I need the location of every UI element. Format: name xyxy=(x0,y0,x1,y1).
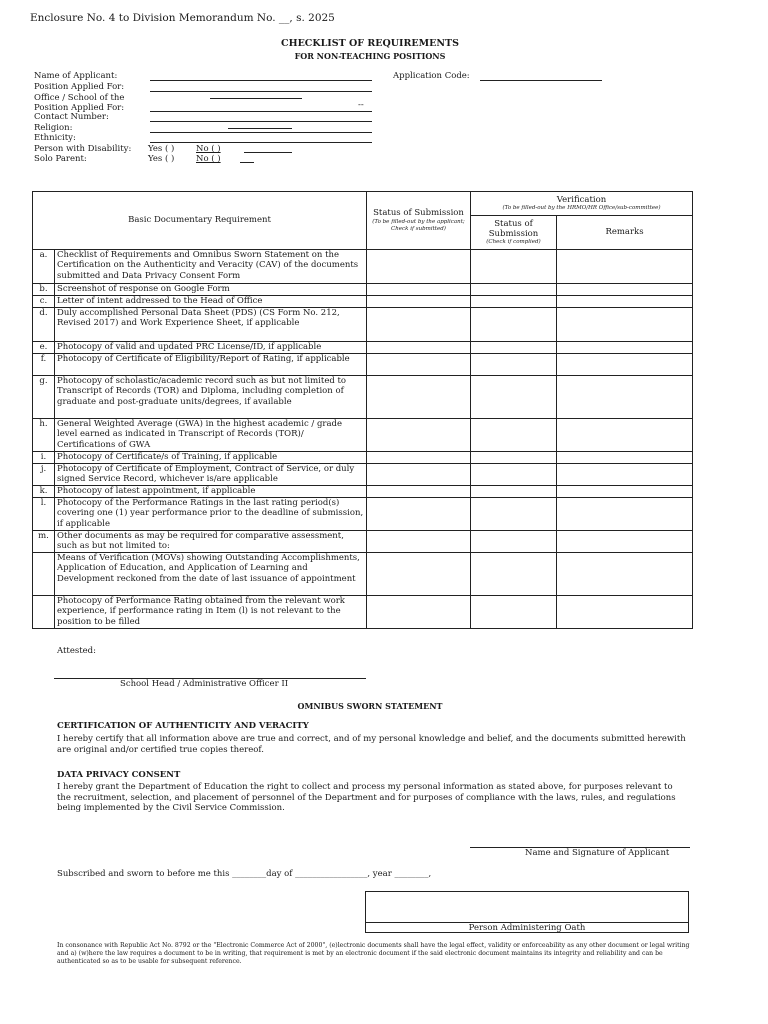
verification-checkbox-cell[interactable] xyxy=(471,376,557,419)
col-verification-header xyxy=(471,192,693,216)
status-checkbox-cell[interactable] xyxy=(367,486,471,498)
verification-checkbox-cell[interactable] xyxy=(471,531,557,553)
requirement-row xyxy=(33,284,693,296)
requirement-row xyxy=(33,498,693,531)
row-requirement-text: Photocopy of Certificate/s of Training, if applicable xyxy=(55,452,367,464)
religion-label: Religion: xyxy=(34,123,73,133)
solo-yes[interactable]: Yes ( ) xyxy=(148,154,175,164)
row-requirement-text: Duly accomplished Personal Data Sheet (PDS) (CS Form No. 212, Revised 2017) and Work Experience Sheet, if applicable xyxy=(55,308,367,342)
office-field[interactable] xyxy=(150,111,372,112)
verification-checkbox-cell[interactable] xyxy=(471,498,557,531)
row-requirement-text: Photocopy of the Performance Ratings in the last rating period(s) covering one (1) year performance prior to the deadline of submission, if applicable xyxy=(55,498,367,531)
page-subtitle: FOR NON-TEACHING POSITIONS xyxy=(294,51,446,61)
status-checkbox-cell[interactable] xyxy=(367,531,471,553)
row-letter: b. xyxy=(33,284,55,296)
requirement-row xyxy=(33,342,693,354)
col-verification-label: Verification xyxy=(556,194,607,205)
religion-field[interactable] xyxy=(150,132,372,133)
row-requirement-text: Checklist of Requirements and Omnibus Sworn Statement on the Certification on the Authenticity and Veracity (CAV) of the documents submitted and Data Privacy Consent Form xyxy=(55,250,367,284)
verification-checkbox-cell[interactable] xyxy=(471,464,557,486)
row-letter: d. xyxy=(33,308,55,342)
status-checkbox-cell[interactable] xyxy=(367,342,471,354)
status-checkbox-cell[interactable] xyxy=(367,376,471,419)
verification-checkbox-cell[interactable] xyxy=(471,342,557,354)
enclosure-header: Enclosure No. 4 to Division Memorandum No. __, s. 2025 xyxy=(30,12,335,24)
office-label-1: Office / School of the xyxy=(34,93,125,103)
requirement-row xyxy=(33,464,693,486)
requirement-row xyxy=(33,486,693,498)
office-label-2: Position Applied For: xyxy=(34,103,125,113)
page-title: CHECKLIST OF REQUIREMENTS xyxy=(281,38,459,49)
requirement-row xyxy=(33,596,693,629)
position-field[interactable] xyxy=(150,91,372,92)
remarks-cell[interactable] xyxy=(557,250,693,284)
attested-signatory: School Head / Administrative Officer II xyxy=(120,679,289,689)
remarks-cell[interactable] xyxy=(557,452,693,464)
verification-checkbox-cell[interactable] xyxy=(471,308,557,342)
row-letter: l. xyxy=(33,498,55,531)
col-status-header xyxy=(367,192,471,250)
cav-text: I hereby certify that all information above are true and correct, and of my personal knowledge and belief, and the documents submitted herewith are original and/or certified true copies thereof. xyxy=(57,734,686,755)
pwd-label: Person with Disability: xyxy=(34,144,132,154)
name-label: Name of Applicant: xyxy=(34,71,118,81)
attested-label: Attested: xyxy=(57,646,96,656)
pwd-line xyxy=(244,152,292,153)
status-checkbox-cell[interactable] xyxy=(367,452,471,464)
col-status-note: (To be filled-out by the applicant; Check if submitted) xyxy=(372,218,465,232)
row-requirement-text: Photocopy of Certificate of Eligibility/Report of Rating, if applicable xyxy=(55,354,367,376)
sworn-statement-line: Subscribed and sworn to before me this ________day of _________________, year ________, xyxy=(57,869,432,879)
status-checkbox-cell[interactable] xyxy=(367,308,471,342)
name-field[interactable] xyxy=(150,80,372,81)
oath-box[interactable] xyxy=(365,891,689,933)
row-requirement-text: Photocopy of Certificate of Employment, Contract of Service, or duly signed Service Record, whichever is/are applicable xyxy=(55,464,367,486)
status-checkbox-cell[interactable] xyxy=(367,354,471,376)
ethnicity-field[interactable] xyxy=(150,142,372,143)
row-letter: k. xyxy=(33,486,55,498)
office-mark: -- xyxy=(358,100,364,110)
col-ver-status-note: (Check if complied) xyxy=(486,239,541,246)
status-checkbox-cell[interactable] xyxy=(367,284,471,296)
pwd-no[interactable]: No ( ) xyxy=(196,144,221,154)
omnibus-title: OMNIBUS SWORN STATEMENT xyxy=(297,701,443,711)
remarks-cell[interactable] xyxy=(557,464,693,486)
requirement-row xyxy=(33,250,693,284)
row-letter: c. xyxy=(33,296,55,308)
col-ver-status-label: Status of Submission xyxy=(488,218,539,239)
remarks-cell[interactable] xyxy=(557,284,693,296)
solo-line xyxy=(240,162,254,163)
remarks-cell[interactable] xyxy=(557,342,693,354)
row-letter: j. xyxy=(33,464,55,486)
requirement-row xyxy=(33,452,693,464)
solo-no[interactable]: No ( ) xyxy=(196,154,221,164)
row-requirement-text: Photocopy of scholastic/academic record such as but not limited to Transcript of Records (TOR) and Diploma, including completion of graduate and post-graduate units/degrees, if available xyxy=(55,376,367,419)
requirement-row xyxy=(33,419,693,452)
row-requirement-text: Other documents as may be required for comparative assessment, such as but not limited to: xyxy=(55,531,367,553)
status-checkbox-cell[interactable] xyxy=(367,498,471,531)
status-checkbox-cell[interactable] xyxy=(367,419,471,452)
solo-parent-label: Solo Parent: xyxy=(34,154,87,164)
row-requirement-text: Photocopy of valid and updated PRC License/ID, if applicable xyxy=(55,342,367,354)
col-verification-note: (To be filled-out by the HRMO/HR Office/sub-committee) xyxy=(502,205,661,212)
verification-checkbox-cell[interactable] xyxy=(471,296,557,308)
col-status-label: Status of Submission xyxy=(373,208,464,219)
status-checkbox-cell[interactable] xyxy=(367,464,471,486)
position-label: Position Applied For: xyxy=(34,82,125,92)
remarks-cell[interactable] xyxy=(557,354,693,376)
row-letter: f. xyxy=(33,354,55,376)
verification-checkbox-cell[interactable] xyxy=(471,419,557,452)
col-ver-status-header xyxy=(471,216,557,250)
requirement-row xyxy=(33,531,693,553)
pwd-yes[interactable]: Yes ( ) xyxy=(148,144,175,154)
row-requirement-text: Photocopy of Performance Rating obtained from the relevant work experience, if performance rating in Item (l) is not relevant to the position to be filled xyxy=(55,596,367,629)
contact-label: Contact Number: xyxy=(34,112,109,122)
remarks-cell[interactable] xyxy=(557,553,693,596)
oath-label: Person Administering Oath xyxy=(468,923,586,933)
requirement-row xyxy=(33,308,693,342)
requirement-row xyxy=(33,376,693,419)
remarks-cell[interactable] xyxy=(557,531,693,553)
row-requirement-text: Screenshot of response on Google Form xyxy=(55,284,367,296)
remarks-cell[interactable] xyxy=(557,498,693,531)
remarks-cell[interactable] xyxy=(557,596,693,629)
row-letter xyxy=(33,553,55,596)
row-letter: a. xyxy=(33,250,55,284)
row-requirement-text: Photocopy of latest appointment, if applicable xyxy=(55,486,367,498)
remarks-cell[interactable] xyxy=(557,376,693,419)
row-letter: m. xyxy=(33,531,55,553)
applicant-signature-label: Name and Signature of Applicant xyxy=(525,848,670,858)
footer-note: In consonance with Republic Act No. 8792 or the "Electronic Commerce Act of 2000", (e)lectronic documents shall have the legal effect, validity or enforceability as any other document or legal writing and a) (w)here the law requires a document to be in writing, that requirement is met by an electronic document if the said electronic document maintains its integrity and reliability and can be authenticated so as to be usable for subsequent reference. xyxy=(57,942,690,965)
office-short-line xyxy=(210,98,302,99)
religion-short-line xyxy=(228,128,292,129)
status-checkbox-cell[interactable] xyxy=(367,596,471,629)
remarks-cell[interactable] xyxy=(557,308,693,342)
verification-checkbox-cell[interactable] xyxy=(471,596,557,629)
verification-checkbox-cell[interactable] xyxy=(471,284,557,296)
col-requirement-header: Basic Documentary Requirement xyxy=(33,192,367,250)
row-letter xyxy=(33,596,55,629)
requirement-row xyxy=(33,296,693,308)
row-letter: i. xyxy=(33,452,55,464)
requirement-row xyxy=(33,553,693,596)
row-requirement-text: Letter of intent addressed to the Head of Office xyxy=(55,296,367,308)
remarks-cell[interactable] xyxy=(557,296,693,308)
verification-checkbox-cell[interactable] xyxy=(471,250,557,284)
row-letter: e. xyxy=(33,342,55,354)
contact-field[interactable] xyxy=(150,121,372,122)
row-requirement-text: General Weighted Average (GWA) in the highest academic / grade level earned as indicated in Transcript of Records (TOR)/ Certifications of GWA xyxy=(55,419,367,452)
row-letter: h. xyxy=(33,419,55,452)
status-checkbox-cell[interactable] xyxy=(367,250,471,284)
requirement-row xyxy=(33,354,693,376)
row-letter: g. xyxy=(33,376,55,419)
ethnicity-label: Ethnicity: xyxy=(34,133,76,143)
dpc-title: DATA PRIVACY CONSENT xyxy=(57,770,181,780)
app-code-field[interactable] xyxy=(480,80,602,81)
requirements-table xyxy=(32,191,693,629)
remarks-cell[interactable] xyxy=(557,486,693,498)
status-checkbox-cell[interactable] xyxy=(367,553,471,596)
status-checkbox-cell[interactable] xyxy=(367,296,471,308)
verification-checkbox-cell[interactable] xyxy=(471,553,557,596)
verification-checkbox-cell[interactable] xyxy=(471,354,557,376)
verification-checkbox-cell[interactable] xyxy=(471,452,557,464)
row-requirement-text: Means of Verification (MOVs) showing Outstanding Accomplishments, Application of Education, and Application of Learning and Development reckoned from the date of last issuance of appointment xyxy=(55,553,367,596)
app-code-label: Application Code: xyxy=(393,71,470,81)
cav-title: CERTIFICATION OF AUTHENTICITY AND VERACITY xyxy=(57,721,309,731)
remarks-cell[interactable] xyxy=(557,419,693,452)
dpc-text: I hereby grant the Department of Education the right to collect and process my personal information as stated above, for purposes relevant to the recruitment, selection, and placement of personnel of the Department and for purposes of compliance with the laws, rules, and regulations being implemented by the Civil Service Commission. xyxy=(57,782,676,813)
col-remarks-header: Remarks xyxy=(557,216,693,250)
verification-checkbox-cell[interactable] xyxy=(471,486,557,498)
